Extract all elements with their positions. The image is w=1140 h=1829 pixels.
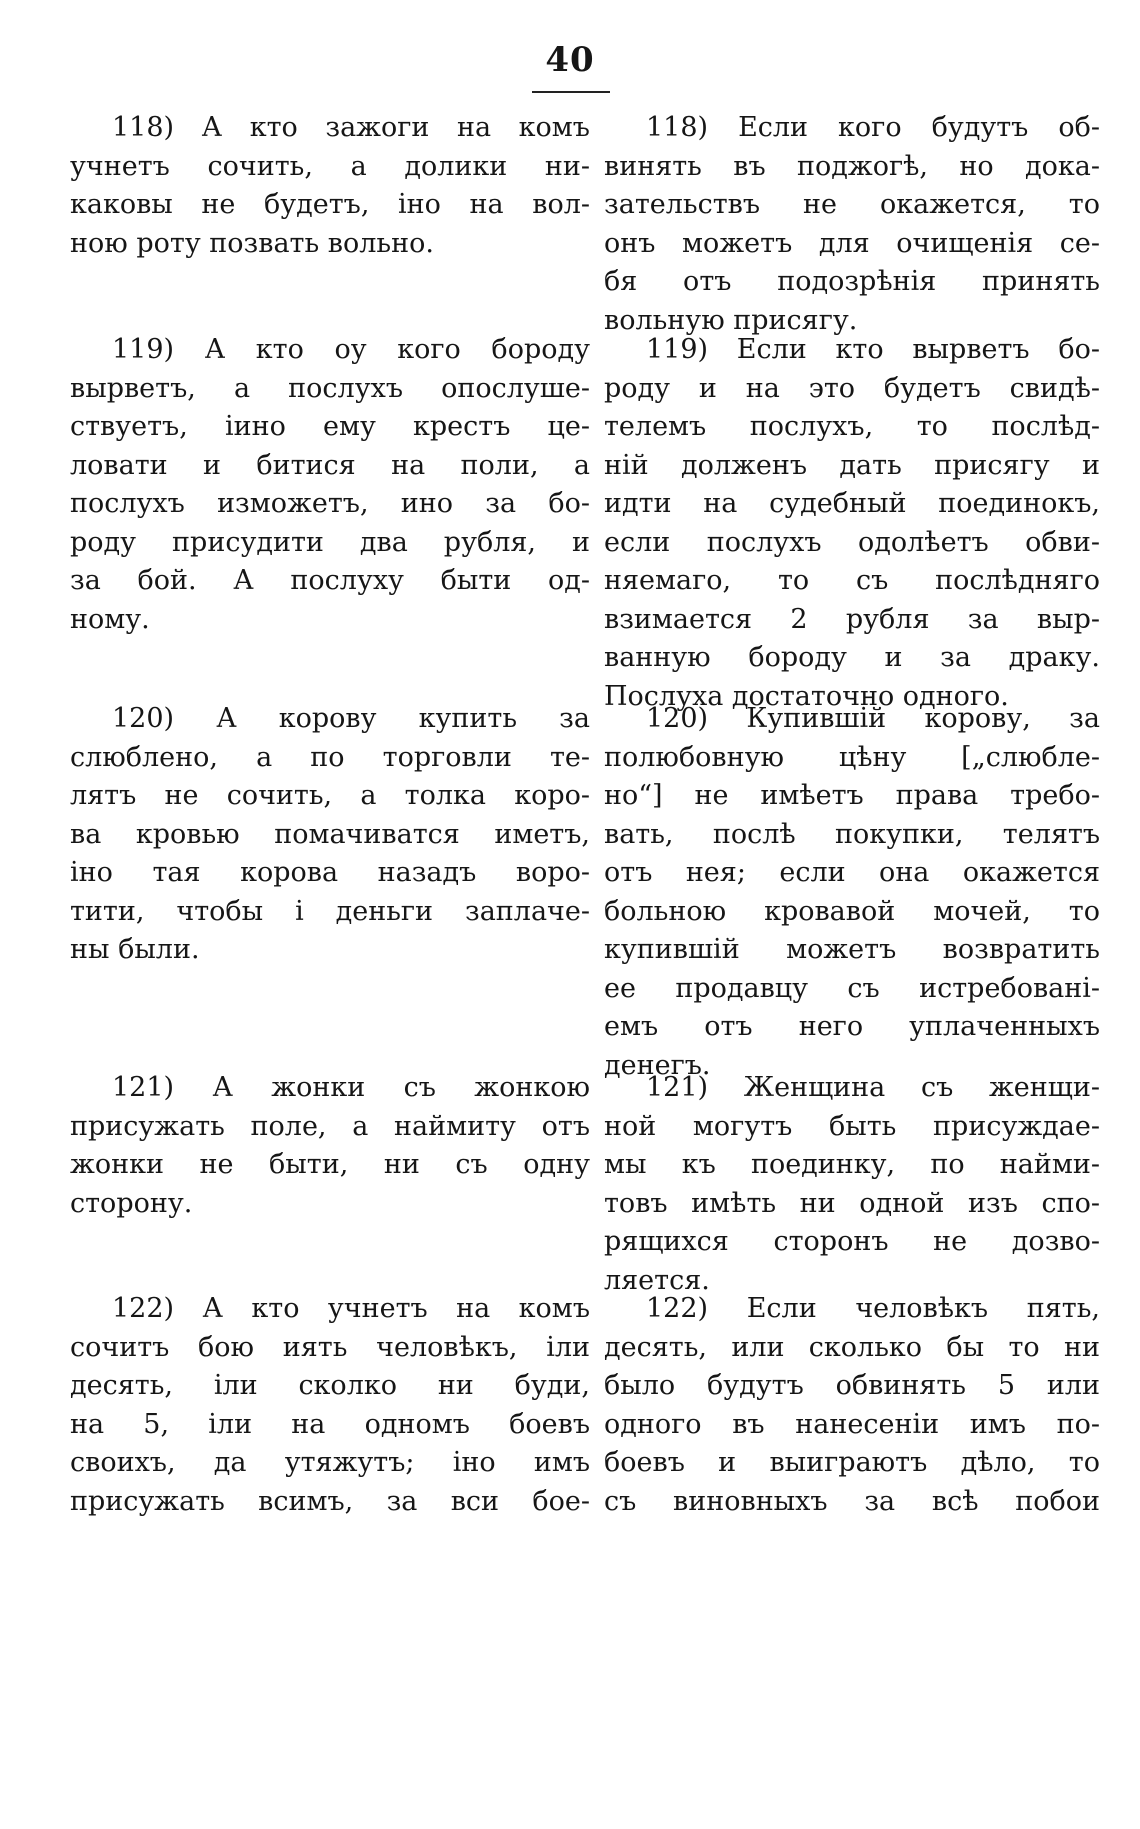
translation-article-122 (604, 1290, 1100, 1521)
text-line: каковы не будетъ, іно на вол- (70, 189, 590, 220)
text-line: ному. (70, 603, 150, 635)
text-line: ны были. (70, 934, 200, 965)
text-line: за бой. А послуху быти од- (70, 565, 590, 596)
text-line: вать, послѣ покупки, телятъ (604, 818, 1100, 850)
old-article-120 (70, 700, 590, 970)
text-line: ствуетъ, іино ему крестъ це- (70, 411, 590, 442)
text-line: роду присудити два рубля, и (70, 526, 590, 558)
text-line: ванную бороду и за драку. (604, 642, 1100, 673)
text-line: ва кровью помачиватся иметъ, (70, 818, 590, 850)
text-line: но“] не имѣетъ права требо- (604, 780, 1100, 811)
text-line: 120) А корову купить за (112, 703, 590, 734)
page-number: 40 (545, 40, 595, 80)
text-line: Послуха достаточно одного. (604, 680, 1009, 712)
text-line: на 5, іли на одномъ боевъ (70, 1408, 590, 1440)
text-line: 118) Если кого будутъ об- (646, 112, 1100, 143)
text-line: ной могутъ быть присуждае- (604, 1110, 1100, 1142)
text-line: ляется. (604, 1264, 710, 1296)
text-line: няемаго, то съ послѣдняго (604, 565, 1100, 596)
text-line: вырветъ, а послухъ опослуше- (70, 372, 590, 404)
text-line: съ виновныхъ за всѣ побои (604, 1485, 1100, 1517)
text-line: 119) А кто оу кого бороду (112, 334, 590, 365)
text-line: своихъ, да утяжутъ; іно имъ (70, 1447, 590, 1478)
text-line: идти на судебный поединокъ, (604, 488, 1100, 519)
text-line: лятъ не сочить, а толка коро- (70, 780, 590, 811)
old-article-122 (70, 1290, 590, 1521)
text-line: рящихся сторонъ не дозво- (604, 1226, 1100, 1257)
text-line: товъ имѣть ни одной изъ спо- (604, 1187, 1100, 1219)
text-line: 121) А жонки съ жонкою (112, 1072, 590, 1103)
text-line: полюбовную цѣну [„слюбле- (604, 741, 1100, 773)
text-line: жонки не быти, ни съ одну (70, 1149, 590, 1180)
translation-article-118 (604, 109, 1100, 340)
text-line: больною кровавой мочей, то (604, 895, 1100, 927)
text-line: 122) А кто учнетъ на комъ (112, 1293, 590, 1324)
text-line: роду и на это будетъ свидѣ- (604, 372, 1100, 404)
page-number-rule (532, 91, 610, 93)
old-article-118 (70, 109, 590, 263)
text-line: бя отъ подозрѣнія принять (604, 266, 1100, 297)
text-line: присужать поле, а наймиту отъ (70, 1110, 590, 1142)
text-line: десять, іли сколко ни буди, (70, 1370, 590, 1401)
text-line: ее продавцу съ истребовані- (604, 972, 1100, 1004)
old-article-119 (70, 331, 590, 639)
text-line: винять въ поджогѣ, но дока- (604, 150, 1100, 182)
text-line: мы къ поединку, по найми- (604, 1149, 1100, 1180)
text-line: 121) Женщина съ женщи- (646, 1072, 1100, 1103)
text-line: 119) Если кто вырветъ бо- (646, 334, 1100, 365)
text-line: іно тая корова назадъ воро- (70, 857, 590, 888)
text-line: ною роту позвать вольно. (70, 227, 434, 259)
translation-article-119 (604, 331, 1100, 716)
text-line: если послухъ одолѣетъ обви- (604, 526, 1100, 558)
text-line: тити, чтобы і деньги заплаче- (70, 895, 590, 927)
text-line: 120) Купившій корову, за (646, 703, 1100, 734)
text-line: 118) А кто зажоги на комъ (112, 112, 590, 143)
text-line: сочитъ бою иять человѣкъ, іли (70, 1331, 590, 1363)
text-line: взимается 2 рубля за выр- (604, 603, 1100, 635)
text-line: ловати и битися на поли, а (70, 449, 590, 481)
text-line: послухъ изможетъ, ино за бо- (70, 488, 590, 519)
text-line: слюблено, а по торговли те- (70, 741, 590, 773)
translation-article-121 (604, 1069, 1100, 1300)
text-line: отъ нея; если она окажется (604, 857, 1100, 888)
text-line: присужать всимъ, за вси бое- (70, 1485, 590, 1517)
text-line: телемъ послухъ, то послѣд- (604, 411, 1100, 442)
text-line: онъ можетъ для очищенія се- (604, 227, 1100, 259)
text-line: сторону. (70, 1187, 193, 1219)
text-line: денегъ. (604, 1049, 711, 1081)
text-line: емъ отъ него уплаченныхъ (604, 1011, 1100, 1042)
text-line: 122) Если человѣкъ пять, (646, 1293, 1100, 1324)
text-line: одного въ нанесеніи имъ по- (604, 1408, 1100, 1440)
text-line: десять, или сколько бы то ни (604, 1331, 1100, 1363)
text-line: зательствъ не окажется, то (604, 189, 1100, 220)
text-line: ній долженъ дать присягу и (604, 449, 1100, 481)
text-line: боевъ и выиграютъ дѣло, то (604, 1447, 1100, 1478)
old-article-121 (70, 1069, 590, 1223)
text-line: учнетъ сочить, а долики ни- (70, 150, 590, 182)
translation-article-120 (604, 700, 1100, 1085)
text-line: вольную присягу. (604, 304, 858, 336)
text-line: было будутъ обвинять 5 или (604, 1370, 1100, 1401)
text-line: купившій можетъ возвратить (604, 934, 1100, 965)
